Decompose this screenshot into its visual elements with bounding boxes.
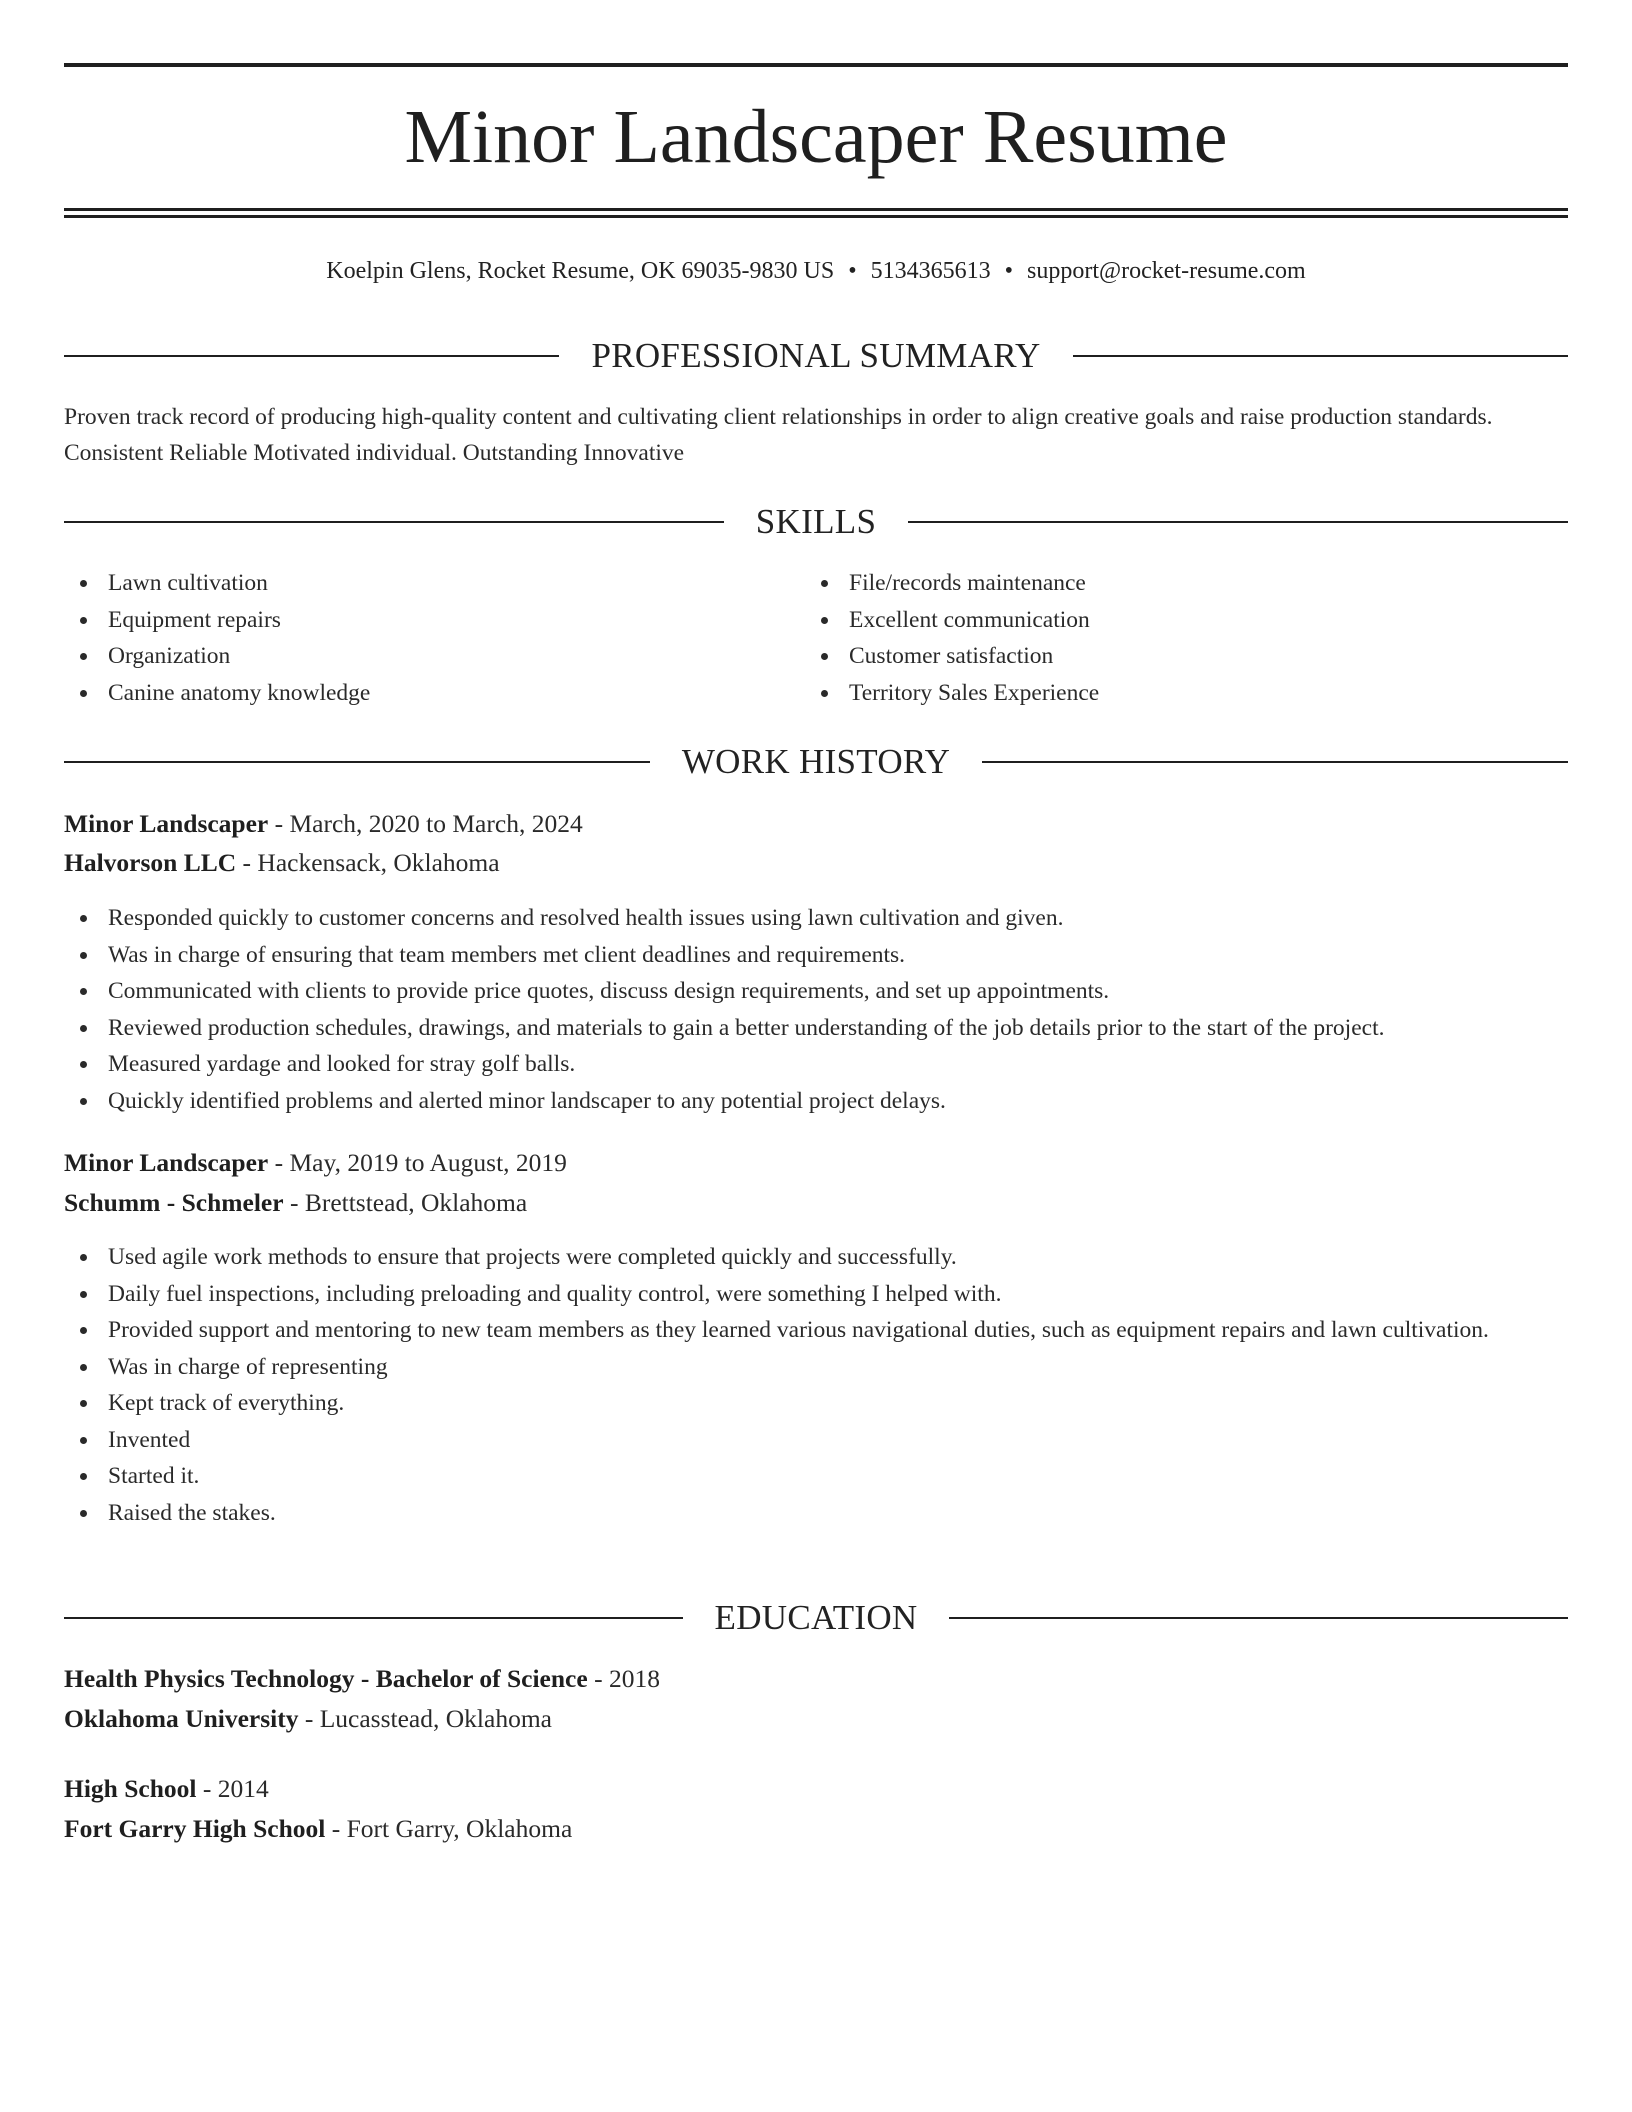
work-history-heading bbox=[64, 740, 1568, 784]
contact-address: Koelpin Glens, Rocket Resume, OK 69035-9830 US bbox=[326, 258, 835, 284]
contact-line bbox=[64, 255, 1568, 287]
education-school: Oklahoma University bbox=[64, 1704, 299, 1733]
job-location: Brettstead, Oklahoma bbox=[304, 1188, 528, 1217]
job-bullet: Started it. bbox=[64, 1458, 1504, 1495]
contact-separator: • bbox=[848, 258, 857, 284]
job-bullet: Provided support and mentoring to new team members as they learned various navigational duties, such as equipment repairs and lawn cultivation. bbox=[64, 1312, 1504, 1349]
heading-rule bbox=[1073, 355, 1568, 357]
job-title: Minor Landscaper bbox=[64, 1148, 269, 1177]
heading-rule bbox=[64, 521, 724, 523]
summary-text: Proven track record of producing high-quality content and cultivating client relationships in order to align creative goals and raise production standards. Consistent Reliable Motivated individual. Outstanding Innovative bbox=[64, 404, 1493, 466]
skills-list-left bbox=[64, 565, 764, 711]
education-year: 2018 bbox=[608, 1664, 660, 1693]
contact-separator: • bbox=[1004, 258, 1014, 284]
skill-item: Organization bbox=[64, 638, 764, 675]
job-dates: May, 2019 to August, 2019 bbox=[289, 1148, 567, 1177]
resume-title: Minor Landscaper Resume bbox=[404, 95, 1228, 179]
skill-item: Customer satisfaction bbox=[805, 638, 1505, 675]
section-title: PROFESSIONAL SUMMARY bbox=[591, 336, 1041, 375]
job-company-line: Schumm - Schmeler - Brettstead, Oklahoma bbox=[64, 1188, 528, 1217]
skills-heading bbox=[64, 500, 1568, 544]
job-location: Hackensack, Oklahoma bbox=[257, 848, 500, 877]
heading-rule bbox=[949, 1617, 1568, 1619]
job-bullet: Was in charge of ensuring that team members met client deadlines and requirements. bbox=[64, 937, 1568, 974]
education-location: Lucasstead, Oklahoma bbox=[319, 1704, 552, 1733]
job-dates: March, 2020 to March, 2024 bbox=[289, 809, 583, 838]
heading-rule bbox=[64, 761, 650, 763]
job-bullet: Was in charge of representing bbox=[64, 1349, 1504, 1386]
header-bottom-rule-2 bbox=[64, 215, 1568, 218]
section-title: EDUCATION bbox=[714, 1598, 918, 1637]
job-bullets bbox=[64, 1239, 1504, 1531]
job-bullet: Invented bbox=[64, 1422, 1504, 1459]
job-company: Halvorson LLC bbox=[64, 848, 237, 877]
job-title-line: Minor Landscaper - May, 2019 to August, 2019 bbox=[64, 1148, 567, 1177]
skill-item: Canine anatomy knowledge bbox=[64, 675, 764, 712]
heading-rule bbox=[982, 761, 1568, 763]
job-bullet: Raised the stakes. bbox=[64, 1495, 1504, 1532]
education-school-line: Fort Garry High School - Fort Garry, Oklahoma bbox=[64, 1814, 573, 1843]
job-bullet: Reviewed production schedules, drawings, and materials to gain a better understanding of the job details prior to the start of the project. bbox=[64, 1010, 1568, 1047]
job-company-line: Halvorson LLC - Hackensack, Oklahoma bbox=[64, 848, 500, 877]
heading-rule bbox=[64, 355, 559, 357]
education-school: Fort Garry High School bbox=[64, 1814, 326, 1843]
job-bullet: Quickly identified problems and alerted minor landscaper to any potential project delays. bbox=[64, 1083, 1568, 1120]
job-bullets bbox=[64, 900, 1568, 1119]
education-degree-line: Health Physics Technology - Bachelor of Science - 2018 bbox=[64, 1664, 660, 1693]
job-bullet: Daily fuel inspections, including preloading and quality control, were something I helped with. bbox=[64, 1276, 1504, 1313]
contact-phone: 5134365613 bbox=[870, 258, 991, 284]
skills-list-right bbox=[805, 565, 1505, 711]
contact-email: support@rocket-resume.com bbox=[1027, 258, 1306, 284]
job-bullet: Measured yardage and looked for stray golf balls. bbox=[64, 1046, 1568, 1083]
education-degree: Health Physics Technology - Bachelor of Science bbox=[64, 1664, 588, 1693]
header-top-rule bbox=[64, 63, 1568, 67]
job-bullet: Responded quickly to customer concerns and resolved health issues using lawn cultivation and given. bbox=[64, 900, 1568, 937]
heading-rule bbox=[64, 1617, 683, 1619]
education-degree: High School bbox=[64, 1774, 197, 1803]
skill-item: File/records maintenance bbox=[805, 565, 1505, 602]
skill-item: Equipment repairs bbox=[64, 602, 764, 639]
job-bullet: Kept track of everything. bbox=[64, 1385, 1504, 1422]
section-title: SKILLS bbox=[755, 502, 877, 541]
job-bullet: Used agile work methods to ensure that projects were completed quickly and successfully. bbox=[64, 1239, 1504, 1276]
section-title: WORK HISTORY bbox=[681, 742, 951, 781]
skill-item: Lawn cultivation bbox=[64, 565, 764, 602]
header-bottom-rule-1 bbox=[64, 208, 1568, 211]
job-title: Minor Landscaper bbox=[64, 809, 269, 838]
summary-heading bbox=[64, 334, 1568, 378]
skill-item: Territory Sales Experience bbox=[805, 675, 1505, 712]
education-heading bbox=[64, 1596, 1568, 1640]
heading-rule bbox=[908, 521, 1568, 523]
job-company: Schumm - Schmeler bbox=[64, 1188, 284, 1217]
education-school-line: Oklahoma University - Lucasstead, Oklahoma bbox=[64, 1704, 552, 1733]
education-degree-line: High School - 2014 bbox=[64, 1774, 269, 1803]
education-location: Fort Garry, Oklahoma bbox=[346, 1814, 573, 1843]
education-year: 2014 bbox=[217, 1774, 269, 1803]
job-bullet: Communicated with clients to provide price quotes, discuss design requirements, and set up appointments. bbox=[64, 973, 1568, 1010]
job-title-line: Minor Landscaper - March, 2020 to March, 2024 bbox=[64, 809, 583, 838]
skill-item: Excellent communication bbox=[805, 602, 1505, 639]
